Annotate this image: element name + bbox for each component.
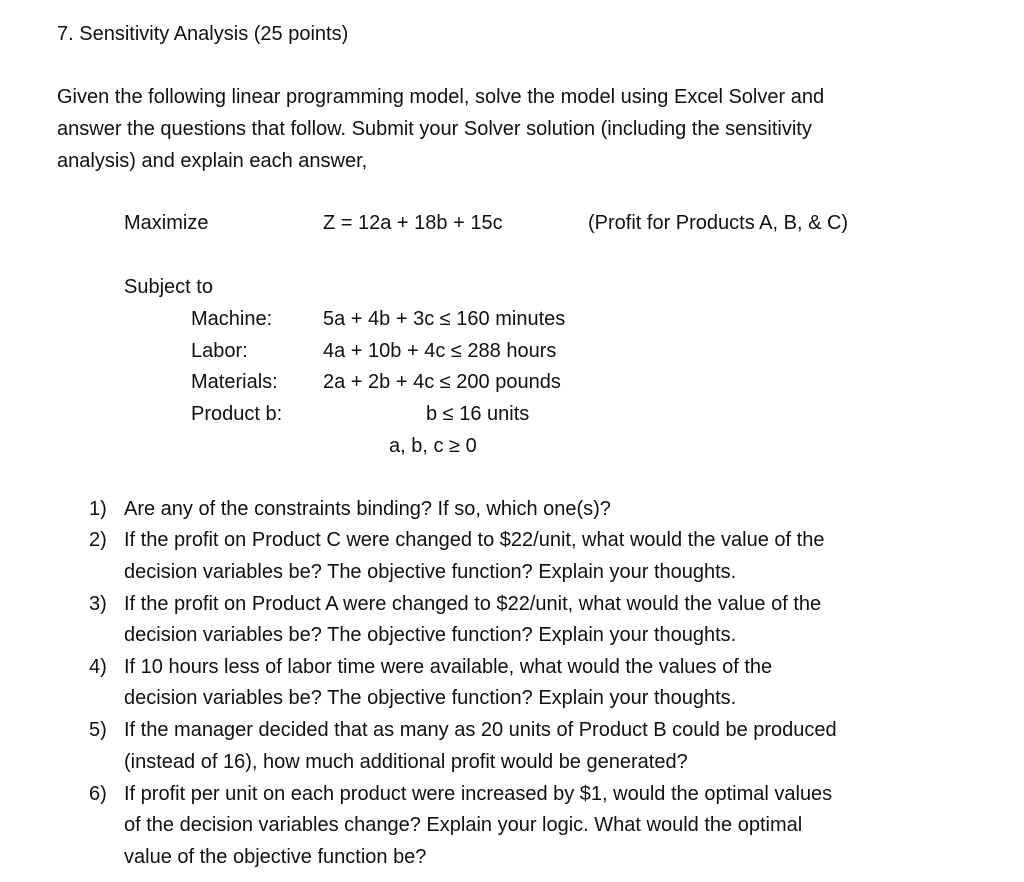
intro-line: Given the following linear programming model, solve the model using Excel Solver and	[57, 86, 825, 108]
question-text: If 10 hours less of labor time were available, what would the values of the	[124, 656, 773, 678]
question-number: 3)	[89, 593, 107, 615]
question-text: decision variables be? The objective function? Explain your thoughts.	[124, 687, 737, 709]
question-text: Are any of the constraints binding? If so, which one(s)?	[124, 498, 611, 520]
constraint-name-labor: Labor:	[191, 340, 248, 362]
question-text: If the profit on Product C were changed to $22/unit, what would the value of the	[124, 529, 825, 551]
question-text: decision variables be? The objective function? Explain your thoughts.	[124, 561, 737, 583]
question-text: If the manager decided that as many as 20 units of Product B could be produced	[124, 719, 837, 741]
constraint-expr-materials: 2a + 2b + 4c ≤ 200 pounds	[323, 371, 561, 393]
question-number: 5)	[89, 719, 107, 741]
question-text: If profit per unit on each product were increased by $1, would the optimal values	[124, 783, 833, 805]
question-text: (instead of 16), how much additional profit would be generated?	[124, 751, 688, 773]
question-text: value of the objective function be?	[124, 846, 427, 868]
constraint-name-materials: Materials:	[191, 371, 278, 393]
question-number: 6)	[89, 783, 107, 805]
section-title: 7. Sensitivity Analysis (25 points)	[57, 23, 349, 45]
question-number: 2)	[89, 529, 107, 551]
constraint-expr-machine: 5a + 4b + 3c ≤ 160 minutes	[323, 308, 566, 330]
intro-line: answer the questions that follow. Submit your Solver solution (including the sensitivity	[57, 118, 812, 140]
constraint-expr-product-b: b ≤ 16 units	[426, 403, 530, 425]
nonnegativity-constraint: a, b, c ≥ 0	[389, 435, 477, 457]
objective-function: Z = 12a + 18b + 15c	[323, 212, 503, 234]
intro-line: analysis) and explain each answer,	[57, 150, 368, 172]
question-text: If the profit on Product A were changed to $22/unit, what would the value of the	[124, 593, 822, 615]
objective-note: (Profit for Products A, B, & C)	[588, 212, 849, 234]
constraint-expr-labor: 4a + 10b + 4c ≤ 288 hours	[323, 340, 557, 362]
question-text: decision variables be? The objective function? Explain your thoughts.	[124, 624, 737, 646]
constraint-name-machine: Machine:	[191, 308, 273, 330]
question-number: 4)	[89, 656, 107, 678]
subject-to-label: Subject to	[124, 276, 213, 298]
question-number: 1)	[89, 498, 107, 520]
maximize-label: Maximize	[124, 212, 209, 234]
constraint-name-product-b: Product b:	[191, 403, 283, 425]
question-text: of the decision variables change? Explain your logic. What would the optimal	[124, 814, 803, 836]
